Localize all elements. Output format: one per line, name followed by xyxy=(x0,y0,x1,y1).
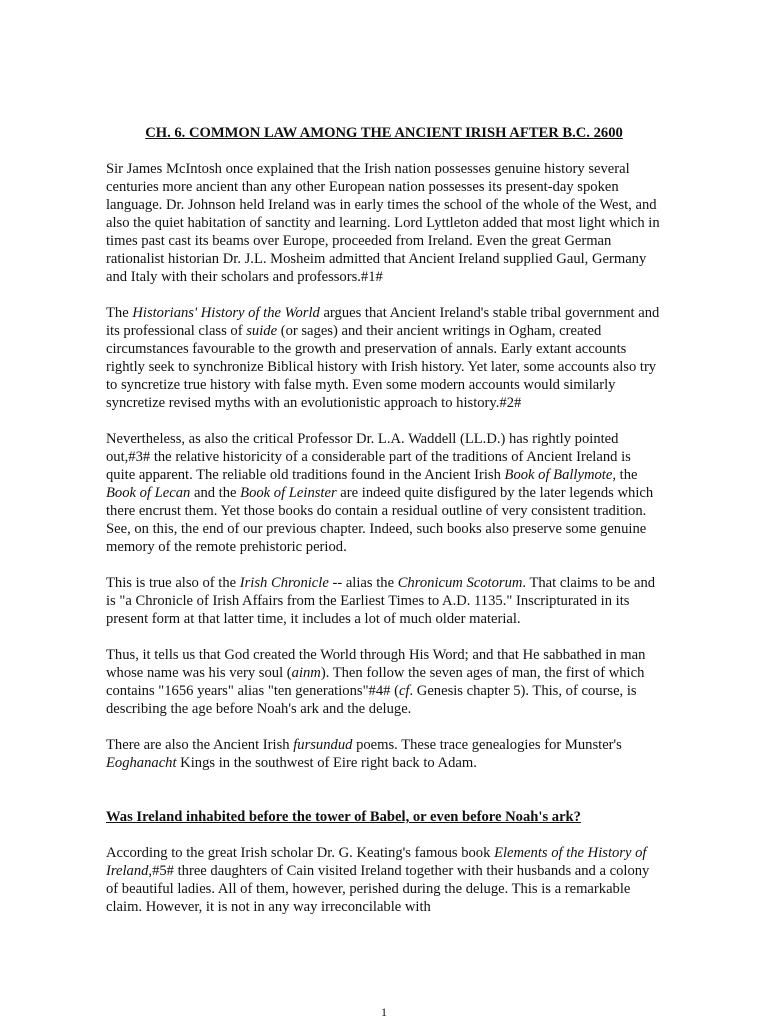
paragraph-6: There are also the Ancient Irish fursundud poems. These trace genealogies for Munster's Eoghanacht Kings in the southwest of Eire right back to Adam. xyxy=(106,737,622,771)
paragraph-7: According to the great Irish scholar Dr. G. Keating's famous book Elements of the History of Ireland,#5# three daughters of Cain visited Ireland together with their husbands and a colony of beautiful ladies. All of them, however, perished during the deluge. This is a remarkable claim. However, it is not in any way irreconcilable with xyxy=(106,845,650,915)
term: fursundud xyxy=(293,737,353,753)
term: suide xyxy=(246,323,278,339)
page-number: 1 xyxy=(381,1005,387,1019)
term: Eoghanacht xyxy=(106,755,177,771)
section-heading: Was Ireland inhabited before the tower of Babel, or even before Noah's ark? xyxy=(106,809,581,825)
book-title: Historians' History of the World xyxy=(132,305,320,321)
paragraph-1: Sir James McIntosh once explained that the Irish nation possesses genuine history several centuries more ancient than any other European nation possesses its present-day spoken language. Dr. Johnson held Ireland was in early times the school of the whole of the West, and also the quiet habitation of sanctity and learning. Lord Lyttleton added that most light which in times past cast its beams over Europe, proceeded from Ireland. Even the great German rationalist historian Dr. J.L. Mosheim admitted that Ancient Ireland supplied Gaul, Germany and Italy with their scholars and professors.#1# xyxy=(106,161,660,285)
term: cf xyxy=(398,683,410,699)
chapter-title: CH. 6. COMMON LAW AMONG THE ANCIENT IRISH AFTER B.C. 2600 xyxy=(145,125,623,141)
paragraph-5: Thus, it tells us that God created the World through His Word; and that He sabbathed in man whose name was his very soul (ainm). Then follow the seven ages of man, the first of which contains "1656 years" alias "ten generations"#4# (cf. Genesis chapter 5). This, of course, is describing the age before Noah's ark and the deluge. xyxy=(106,647,646,717)
book-title: Book of Leinster xyxy=(240,485,337,501)
book-title: Book of Ballymote xyxy=(504,467,613,483)
term: ainm xyxy=(291,665,321,681)
paragraph-3: Nevertheless, as also the critical Professor Dr. L.A. Waddell (LL.D.) has rightly pointed out,#3# the relative historicity of a considerable part of the traditions of Ancient Ireland is quite apparent. The reliable old traditions found in the Ancient Irish Book of Ballymote, the Book of Lecan and the Book of Leinster are indeed quite disfigured by the later legends which there encrust them. Yet those books do contain a residual outline of very consistent tradition. See, on this, the end of our previous chapter. Indeed, such books also preserve some genuine memory of the remote prehistoric period. xyxy=(106,431,654,555)
book-title: Irish Chronicle xyxy=(239,575,329,591)
paragraph-2: The Historians' History of the World argues that Ancient Ireland's stable tribal government and its professional class of suide (or sages) and their ancient writings in Ogham, created circumstances favourable to the growth and preservation of annals. Early extant accounts rightly seek to synchronize Biblical history with Irish history. Yet later, some accounts also try to syncretize true history with false myth. Even some modern accounts would similarly syncretize revised myths with an evolutionistic approach to history.#2# xyxy=(106,305,660,411)
document-body xyxy=(106,124,662,934)
paragraph-4: This is true also of the Irish Chronicle -- alias the Chronicum Scotorum. That claims to be and is "a Chronicle of Irish Affairs from the Earliest Times to A.D. 1135." Inscripturated in its present form at that latter time, it includes a lot of much older material. xyxy=(106,575,656,627)
book-title: Elements of the History of Ireland xyxy=(106,845,647,879)
book-title: Chronicum Scotorum xyxy=(397,575,523,591)
book-title: Book of Lecan xyxy=(106,485,191,501)
